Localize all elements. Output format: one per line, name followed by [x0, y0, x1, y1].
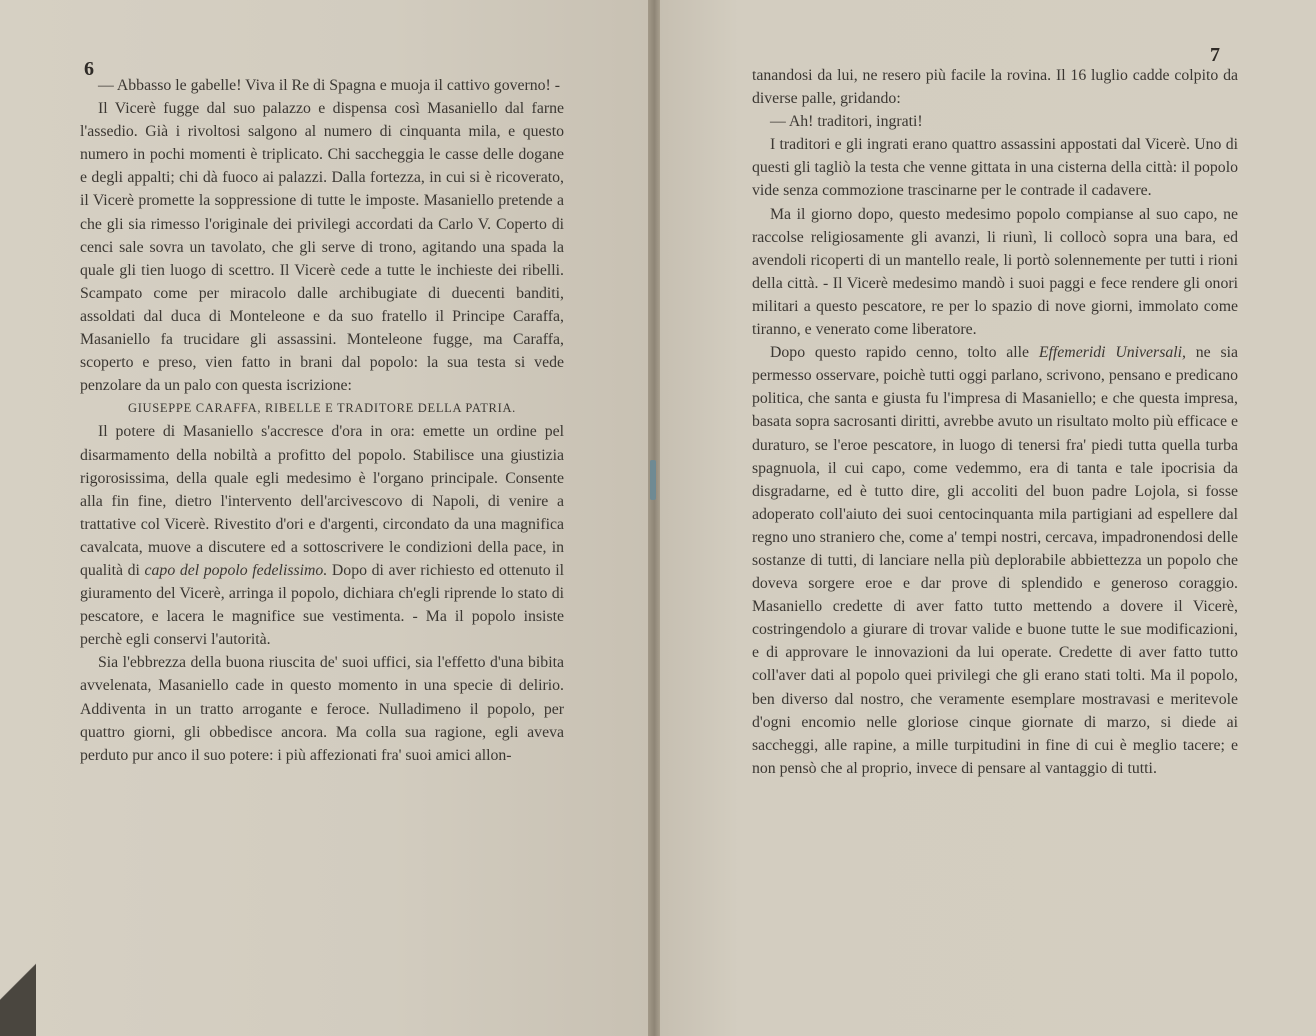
paragraph-1: — Abbasso le gabelle! Viva il Re di Spagna e muoja il cattivo governo! -: [98, 77, 561, 94]
right-page-text: [752, 64, 1238, 780]
paragraph-3: [80, 420, 564, 651]
paragraph-2: — Ah! traditori, ingrati!: [770, 113, 923, 131]
paragraph-5-after: ne sia permesso osservare, poichè tutti oggi parlano, scrivono, pensano e predicano politica, che santa e giusta fu l'impresa di Masaniello; e che questa impresa, basata sopra sacrosanti diritti, avrebbe avuto un risultato molto più efficace e duraturo, se l'eroe pescatore, in luogo di tenersi fra' piedi tutta quella turba spagnuola, il cui capo, come vedemmo, era di tanta e tale ipocrisia da disgradarne, ed è tutto dire, gli accoliti del buon padre Lojola, si fosse adoperato coll'aiuto dei suoi centocinquanta mila partigiani ad espellere dal regno uno straniero che, come a' tempi nostri, cercava, impadronendosi delle sostanze di tutti, di lanciare nella più deplorabile abbiettezza un popolo che doveva sorgere eroe e dar prove di splendido e generoso coraggio. Masaniello credette di aver fatto tutto mettendo a dovere il Vicerè, costringendolo a giurare di trovar valide e buone tutte le sue modificazioni, e di approvare le innovazioni da lui operate. Credette di aver fatto tutto coll'aver dati al popolo quei privilegi che gli erano stati tolti. Ma il popolo, ben diverso dal nostro, che veramente esemplare mostravasi e meritevole d'ogni encomio nelle gloriose cinque giornate di marzo, si diede ai saccheggi, alle rapine, a mille turpitudini in fine di cui è meglio tacere; e non pensò che al proprio, invece di pensare al vantaggio di tutti.: [752, 344, 1238, 777]
paragraph-3: I traditori e gli ingrati erano quattro assassini appostati dal Vicerè. Uno di questi gli tagliò la testa che venne gittata in una cisterna della città: il popolo vide senza commozione trascinarne per le contrade il cadavere.: [752, 136, 1238, 200]
page-number-right: 7: [1210, 44, 1220, 66]
paragraph-5-italic: Effemeridi Universali,: [1038, 344, 1186, 362]
inscription-heading: GIUSEPPE CARAFFA, RIBELLE E TRADITORE DELLA PATRIA.: [127, 401, 517, 416]
paragraph-3-after: Dopo di aver richiesto ed ottenuto il giuramento del Vicerè, arringa il popolo, dichiara ch'egli riprende lo stato di pescatore, e lacera le magnifice sue vestimenta. - Ma il popolo insiste perchè egli conservi l'autorità.: [80, 561, 565, 649]
paragraph-5: [752, 341, 1238, 780]
page-corner-shadow: [0, 926, 36, 1036]
left-page-text: [80, 74, 564, 767]
paragraph-4: Sia l'ebbrezza della buona riuscita de' suoi uffici, sia l'effetto d'una bibita avvelenata, Masaniello cade in questo momento in una specie di delirio. Addiventa in un tratto arrogante e feroce. Nulladimeno il popolo, per quattro giorni, gli obbedisce ancora. Ma colla sua ragione, egli aveva perduto pur anco il suo potere: i più affezionati fra' suoi amici allon-: [80, 654, 564, 764]
paragraph-3-text: Il potere di Masaniello s'accresce d'ora in ora: emette un ordine pel disarmamento della nobiltà a profitto del popolo. Stabilisce una giustizia rigorosissima, della quale egli medesimo è l'organo principale. Consente alla fin fine, dietro l'intervento dell'arcivescovo di Napoli, di venire a trattative col Vicerè. Rivestito d'ori e d'argenti, circondato da una magnifica cavalcata, muove a discutere ed a sottoscrivere le condizioni della pace, in qualità di: [80, 423, 564, 579]
paragraph-4: Ma il giorno dopo, questo medesimo popolo compianse al suo capo, ne raccolse religiosamente gli avanzi, li riunì, li collocò sopra una bara, ed avendoli ricoperti di un mantello reale, li portò solennemente per tutti i rioni della città. - Il Vicerè medesimo mandò i suoi paggi e fece rendere gli onori militari a questo pescatore, re per lo spazio di nove giorni, immolato come tiranno, e venerato come liberatore.: [752, 205, 1238, 339]
paragraph-2: Il Vicerè fugge dal suo palazzo e dispensa così Masaniello dal farne l'assedio. Già i rivoltosi salgono al numero di cinquanta mila, e questo numero in pochi momenti è triplicato. Chi saccheggia le casse delle dogane e degli appalti; chi dà fuoco ai palazzi. Dalla fortezza, in cui si è ricoverato, il Vicerè promette la soppressione di tutte le imposte. Masaniello pretende a che gli sia rimesso l'originale dei privilegi accordati da Carlo V. Coperto di cenci sale sovra un tavolato, che gli serve di trono, agitando una spada la quale gli tien luogo di scettro. Il Vicerè cede a tutte le inchieste dei ribelli. Scampato come per miracolo dalle archibugiate di duecenti banditi, assoldati dal duca di Monteleone e da suo fratello il Principe Caraffa, Masaniello fa trucidare gli assassini. Monteleone fugge, ma Caraffa, scoperto e preso, vien fatto in brani dal popolo: la sua testa si vede penzolare da un palo con questa iscrizione:: [80, 100, 564, 395]
left-page: [0, 0, 651, 1036]
right-page: [660, 0, 1316, 1036]
paragraph-3-italic: capo del popolo fedelissimo.: [144, 561, 328, 579]
paragraph-1: tanandosi da lui, ne resero più facile la rovina. Il 16 luglio cadde colpito da diverse palle, gridando:: [752, 67, 1238, 108]
paragraph-5-text: Dopo questo rapido cenno, tolto alle: [770, 344, 1030, 362]
binding-tape: [650, 460, 656, 500]
page-number-left: 6: [84, 58, 94, 80]
